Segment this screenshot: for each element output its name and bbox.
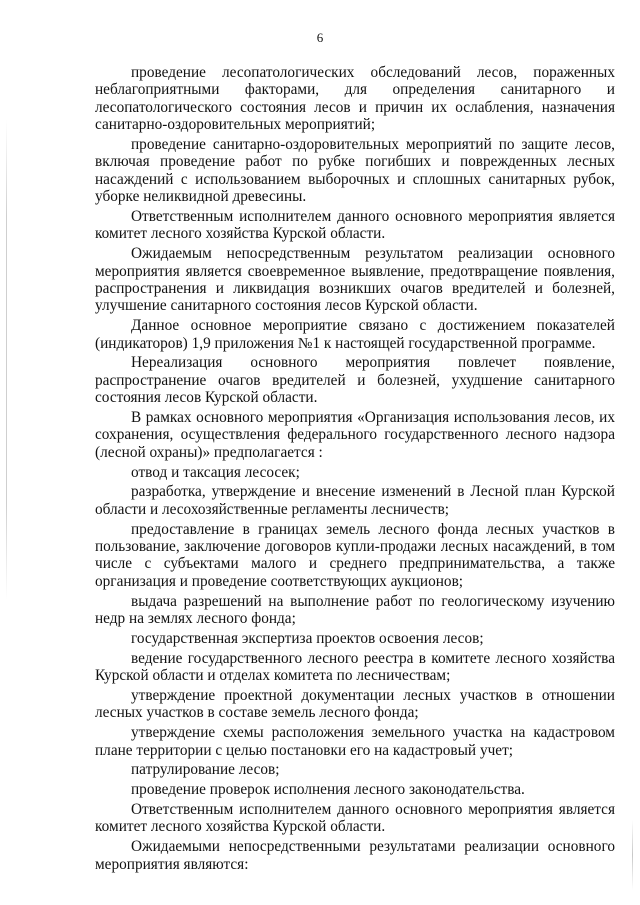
scan-edge-mark-right (632, 820, 633, 890)
paragraph: В рамках основного мероприятия «Организация использования лесов, их сохранения, осуществления федерального государственного лесного надзора (лесной охраны)» предполагается : (95, 409, 615, 461)
paragraph: Ответственным исполнителем данного основного мероприятия является комитет лесного хозяйства Курской области. (95, 800, 615, 836)
document-body (95, 64, 615, 873)
paragraph: Ответственным исполнителем данного основного мероприятия является комитет лесного хозяйства Курской области. (95, 208, 615, 243)
paragraph: государственная экспертиза проектов освоения лесов; (131, 629, 484, 647)
scan-edge-mark-left (6, 120, 7, 600)
paragraph: утверждение схемы расположения земельного участка на кадастровом плане территории с целью постановки его на кадастровый учет; (95, 724, 615, 759)
paragraph: проведение проверок исполнения лесного законодательства. (131, 781, 525, 799)
paragraph: проведение лесопатологических обследований лесов, пораженных неблагоприятными факторами, для определения санитарного и лесопатологического состояния лесов и причин их ослабления, назначения санитарно-оздоровительных мероприятий; (95, 64, 615, 134)
paragraph: Нереализация основного мероприятия повлечет появление, распространение очагов вредителей и болезней, ухудшение санитарного состояния лесов Курской области. (95, 354, 615, 407)
paragraph: утверждение проектной документации лесных участков в отношении лесных участков в составе земель лесного фонда; (95, 686, 615, 722)
paragraph: Ожидаемыми непосредственными результатами реализации основного мероприятия являются: (95, 838, 615, 873)
paragraph: предоставление в границах земель лесного фонда лесных участков в пользование, заключение договоров купли-продажи лесных насаждений, в том числе с субъектами малого и среднего предпринимательства, а также организация и проведение соответствующих аукционов; (95, 520, 615, 590)
paragraph: Данное основное мероприятие связано с достижением показателей (индикаторов) 1,9 приложения №1 к настоящей государственной программе. (95, 317, 615, 352)
paragraph: разработка, утверждение и внесение изменений в Лесной план Курской области и лесохозяйственные регламенты лесничеств; (95, 483, 615, 518)
paragraph: ведение государственного лесного реестра в комитете лесного хозяйства Курской области и отделах комитета по лесничествам; (95, 649, 615, 685)
paragraph: Ожидаемым непосредственным результатом реализации основного мероприятия является своевременное выявление, предотвращение появления, распространения и ликвидация возникших очагов вредителей и болезней, улучшение санитарного состояния лесов Курской области. (95, 245, 615, 315)
paragraph: патрулирование лесов; (131, 761, 280, 779)
paragraph: отвод и таксация лесосек; (131, 463, 300, 481)
page-number: 6 (316, 30, 324, 45)
paragraph: проведение санитарно-оздоровительных мероприятий по защите лесов, включая проведение работ по рубке погибших и поврежденных лесных насаждений с использованием выборочных и сплошных санитарных рубок, уборке неликвидной древесины. (95, 136, 615, 206)
paragraph: выдача разрешений на выполнение работ по геологическому изучению недр на землях лесного фонда; (95, 592, 615, 628)
